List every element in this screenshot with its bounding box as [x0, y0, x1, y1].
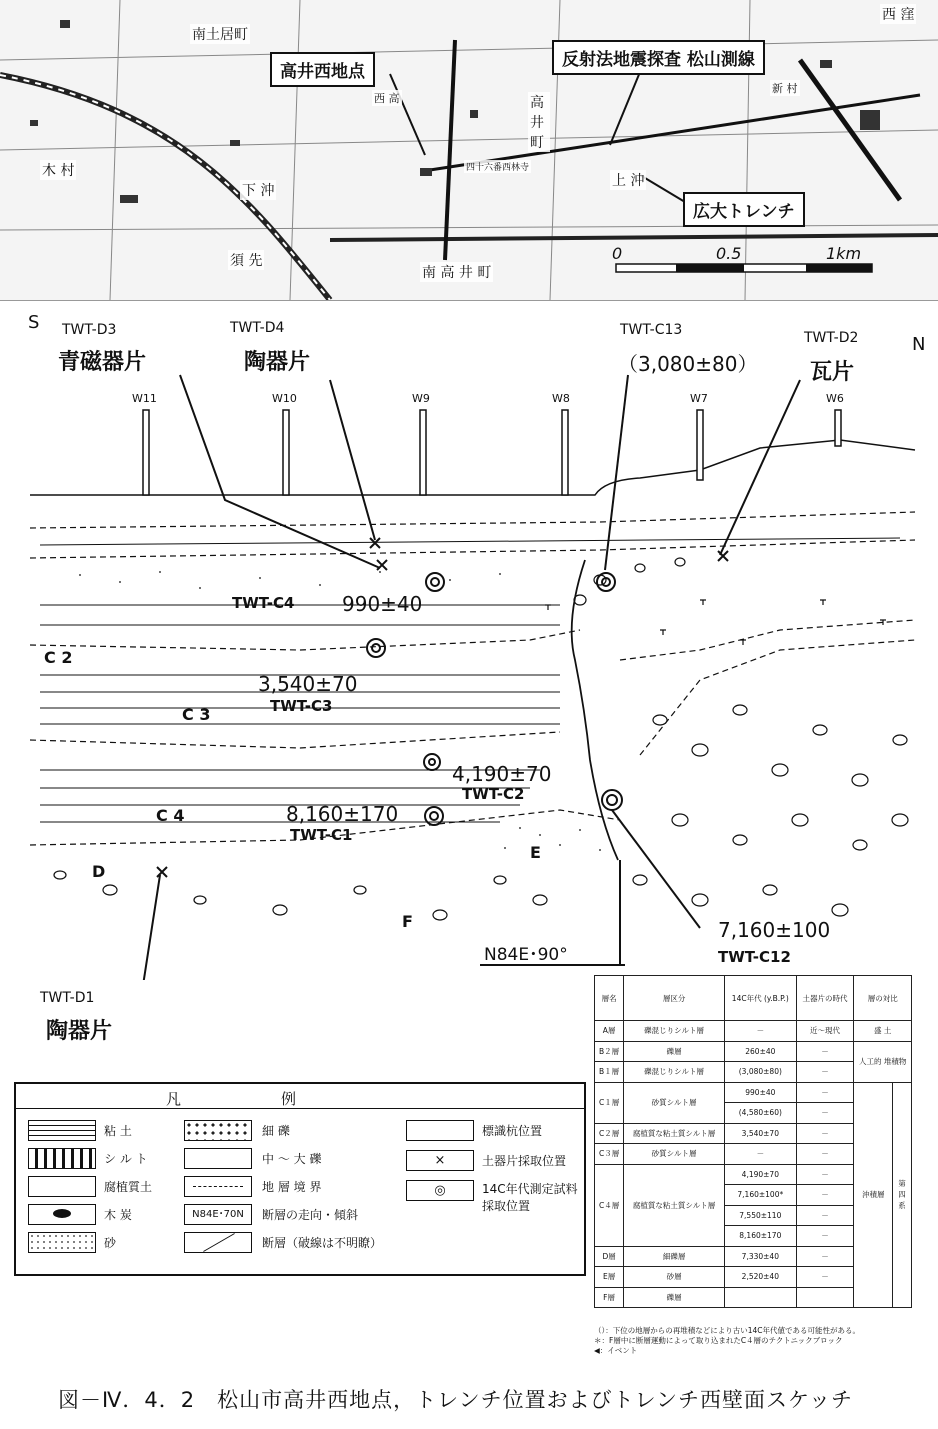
- sample-age: 8,160±170: [286, 802, 399, 826]
- find-desc: 陶器片: [244, 350, 311, 375]
- sample-age: 4,190±70: [452, 762, 552, 786]
- legend-item: 細 礫: [262, 1124, 290, 1138]
- legend-item: 断層の走向・傾斜: [262, 1208, 359, 1222]
- table-cell: 3,540±70: [725, 1123, 797, 1144]
- legend-item: 中 ～ 大 礫: [262, 1152, 322, 1166]
- pole-label: W9: [412, 392, 430, 405]
- boundary-symbol: [184, 1176, 252, 1197]
- find-code: TWT-D2: [804, 330, 859, 346]
- table-cell: －: [796, 1205, 854, 1226]
- table-cell: B２層: [595, 1041, 624, 1062]
- table-cell: 第四系: [893, 1082, 912, 1308]
- scale-tick: 1km: [826, 244, 862, 263]
- table-cell: 礫混じりシルト層: [624, 1021, 725, 1042]
- compass-north: N: [912, 334, 926, 355]
- pole-label: W8: [552, 392, 570, 405]
- town-label: 須 先: [228, 250, 264, 270]
- table-cell: 腐植質な粘土質シルト層: [624, 1164, 725, 1246]
- table-cell: 近～現代: [796, 1021, 854, 1042]
- table-cell: D層: [595, 1246, 624, 1267]
- pole-symbol: [406, 1120, 474, 1141]
- legend-item: 木 炭: [104, 1208, 132, 1222]
- table-cell: E層: [595, 1267, 624, 1288]
- table-cell: A層: [595, 1021, 624, 1042]
- town-label: 下 沖: [240, 180, 276, 200]
- find-desc: 瓦片: [810, 360, 855, 385]
- town-label: 高井町: [528, 92, 550, 152]
- gravel-symbol: [184, 1148, 252, 1169]
- table-cell: 8,160±170: [725, 1226, 797, 1247]
- table-cell: 腐植質な粘土質シルト層: [624, 1123, 725, 1144]
- note-line: ◀：イベント: [594, 1346, 638, 1355]
- find-desc: 青磁器片: [58, 350, 147, 375]
- table-cell: C１層: [595, 1082, 624, 1123]
- table-cell: －: [796, 1267, 854, 1288]
- legend: [14, 1082, 586, 1276]
- table-cell: 砂質シルト層: [624, 1144, 725, 1165]
- x-mark-icon: ×: [406, 1150, 474, 1171]
- sample-code: TWT-C2: [462, 785, 525, 803]
- scale-bar: [616, 264, 872, 272]
- sample-age: 3,540±70: [258, 672, 358, 696]
- humic-symbol: [28, 1176, 96, 1197]
- table-cell: 7,550±110: [725, 1205, 797, 1226]
- charcoal-symbol: [28, 1204, 96, 1225]
- table-cell: －: [796, 1226, 854, 1247]
- table-cell: －: [796, 1185, 854, 1206]
- layer-label: C 4: [156, 806, 185, 825]
- table-cell: 沖積層: [854, 1082, 893, 1308]
- pole-label: W11: [132, 392, 157, 405]
- table-cell: －: [796, 1041, 854, 1062]
- table-cell: (3,080±80): [725, 1062, 797, 1083]
- table-header: 層区分: [624, 976, 725, 1021]
- fault-symbol: [184, 1232, 252, 1253]
- legend-item: 地 層 境 界: [262, 1180, 322, 1194]
- sample-age: 990±40: [342, 592, 423, 616]
- layer-label: C 3: [182, 705, 211, 724]
- table-cell: F層: [595, 1287, 624, 1308]
- table-cell: －: [796, 1144, 854, 1165]
- table-cell: 990±40: [725, 1082, 797, 1103]
- layer-label: E: [530, 843, 541, 862]
- table-cell: 砂質シルト層: [624, 1082, 725, 1123]
- map-drawing: [0, 0, 938, 300]
- location-map: [0, 0, 938, 301]
- find-code: TWT-D1: [40, 990, 95, 1006]
- note-line: （）：下位の地層からの再堆積などにより古い14C年代値である可能性がある。: [594, 1326, 861, 1335]
- sample-code: TWT-C3: [270, 697, 333, 715]
- silt-symbol: [28, 1148, 96, 1169]
- legend-title: 凡例: [166, 1090, 397, 1108]
- legend-item: 砂: [104, 1236, 117, 1250]
- town-label: 南土居町: [190, 24, 250, 44]
- legend-item: 土器片採取位置: [482, 1154, 567, 1168]
- table-cell: 砂層: [624, 1267, 725, 1288]
- town-label: 西 高: [374, 92, 400, 105]
- town-label: 西 窪: [880, 4, 916, 24]
- pole-label: W7: [690, 392, 708, 405]
- layer-label: D: [92, 862, 106, 881]
- pole-label: W6: [826, 392, 844, 405]
- note-line: ＊：F層中に断層運動によって取り込まれたC４層のテクトニックブロック: [594, 1336, 843, 1345]
- legend-item: シ ル ト: [104, 1152, 148, 1166]
- fault-strike-label: N84E･90°: [484, 945, 568, 965]
- layer-label: C 2: [44, 648, 73, 667]
- sample-code: TWT-C12: [718, 948, 791, 966]
- table-row: [595, 1041, 912, 1062]
- table-cell: －: [796, 1082, 854, 1103]
- table-cell: C２層: [595, 1123, 624, 1144]
- town-label: 木 村: [40, 160, 76, 180]
- table-cell: 礫混じりシルト層: [624, 1062, 725, 1083]
- legend-item: 腐植質土: [104, 1180, 153, 1194]
- sample-code: TWT-C4: [232, 594, 295, 612]
- table-notes: [594, 1326, 934, 1356]
- table-cell: 盛 土: [854, 1021, 912, 1042]
- find-code: TWT-C13: [620, 322, 683, 338]
- clay-symbol: [28, 1120, 96, 1141]
- table-cell: －: [725, 1021, 797, 1042]
- table-cell: [725, 1287, 797, 1308]
- site-label: 高井西地点: [270, 52, 375, 87]
- temple-label: 四十六番西林寺: [464, 160, 531, 173]
- sample-age: 7,160±100: [718, 918, 831, 942]
- table-cell: C４層: [595, 1164, 624, 1246]
- town-label: 上 沖: [610, 170, 646, 190]
- table-row: [595, 1021, 912, 1042]
- fine-gravel-symbol: [184, 1120, 252, 1141]
- fault-strike-symbol: N84E･70N: [184, 1204, 252, 1225]
- table-cell: 礫層: [624, 1041, 725, 1062]
- table-cell: －: [796, 1164, 854, 1185]
- table-cell: (4,580±60): [725, 1103, 797, 1124]
- sample-circle-icon: ◎: [406, 1180, 474, 1201]
- find-desc: 陶器片: [46, 1019, 113, 1044]
- sand-symbol: [28, 1232, 96, 1253]
- table-cell: －: [796, 1246, 854, 1267]
- table-cell: －: [725, 1144, 797, 1165]
- table-row: [595, 1082, 912, 1103]
- pole-label: W10: [272, 392, 297, 405]
- stratigraphy-table: [594, 975, 912, 1308]
- table-header: 14C年代 (y.B.P.): [725, 976, 797, 1021]
- sample-code: TWT-C1: [290, 826, 353, 844]
- compass-south: S: [28, 312, 40, 333]
- table-cell: 260±40: [725, 1041, 797, 1062]
- legend-item: 標識杭位置: [482, 1124, 543, 1138]
- table-cell: －: [796, 1062, 854, 1083]
- table-cell: 7,160±100*: [725, 1185, 797, 1206]
- table-header: 層名: [595, 976, 624, 1021]
- table-cell: 7,330±40: [725, 1246, 797, 1267]
- scale-tick: 0: [612, 244, 623, 263]
- table-header: 層の対比: [854, 976, 912, 1021]
- table-cell: B１層: [595, 1062, 624, 1083]
- seismic-line-label: 反射法地震探査 松山測線: [552, 40, 765, 75]
- layer-label: F: [402, 912, 413, 931]
- table-cell: 4,190±70: [725, 1164, 797, 1185]
- legend-item: 断層（破線は不明瞭）: [262, 1236, 383, 1250]
- legend-item: 14C年代測定試料採取位置: [482, 1182, 578, 1213]
- find-code: TWT-D4: [230, 320, 285, 336]
- table-cell: 礫層: [624, 1287, 725, 1308]
- table-header: 土器片の時代: [796, 976, 854, 1021]
- table-cell: 細礫層: [624, 1246, 725, 1267]
- scale-tick: 0.5: [716, 244, 742, 263]
- town-label: 新 村: [772, 82, 798, 95]
- table-cell: －: [796, 1123, 854, 1144]
- table-cell: C３層: [595, 1144, 624, 1165]
- table-cell: 2,520±40: [725, 1267, 797, 1288]
- table-cell: 人工的 堆積物: [854, 1041, 912, 1082]
- table-cell: [796, 1287, 854, 1308]
- table-cell: －: [796, 1103, 854, 1124]
- find-code: TWT-D3: [62, 322, 117, 338]
- find-desc: （3,080±80）: [618, 352, 758, 376]
- legend-item: 粘 土: [104, 1124, 132, 1138]
- town-label: 南 高 井 町: [420, 262, 493, 282]
- trench-label: 広大トレンチ: [683, 192, 805, 227]
- figure-caption: 図－Ⅳ．4．2 松山市高井西地点，トレンチ位置およびトレンチ西壁面スケッチ: [58, 1388, 853, 1412]
